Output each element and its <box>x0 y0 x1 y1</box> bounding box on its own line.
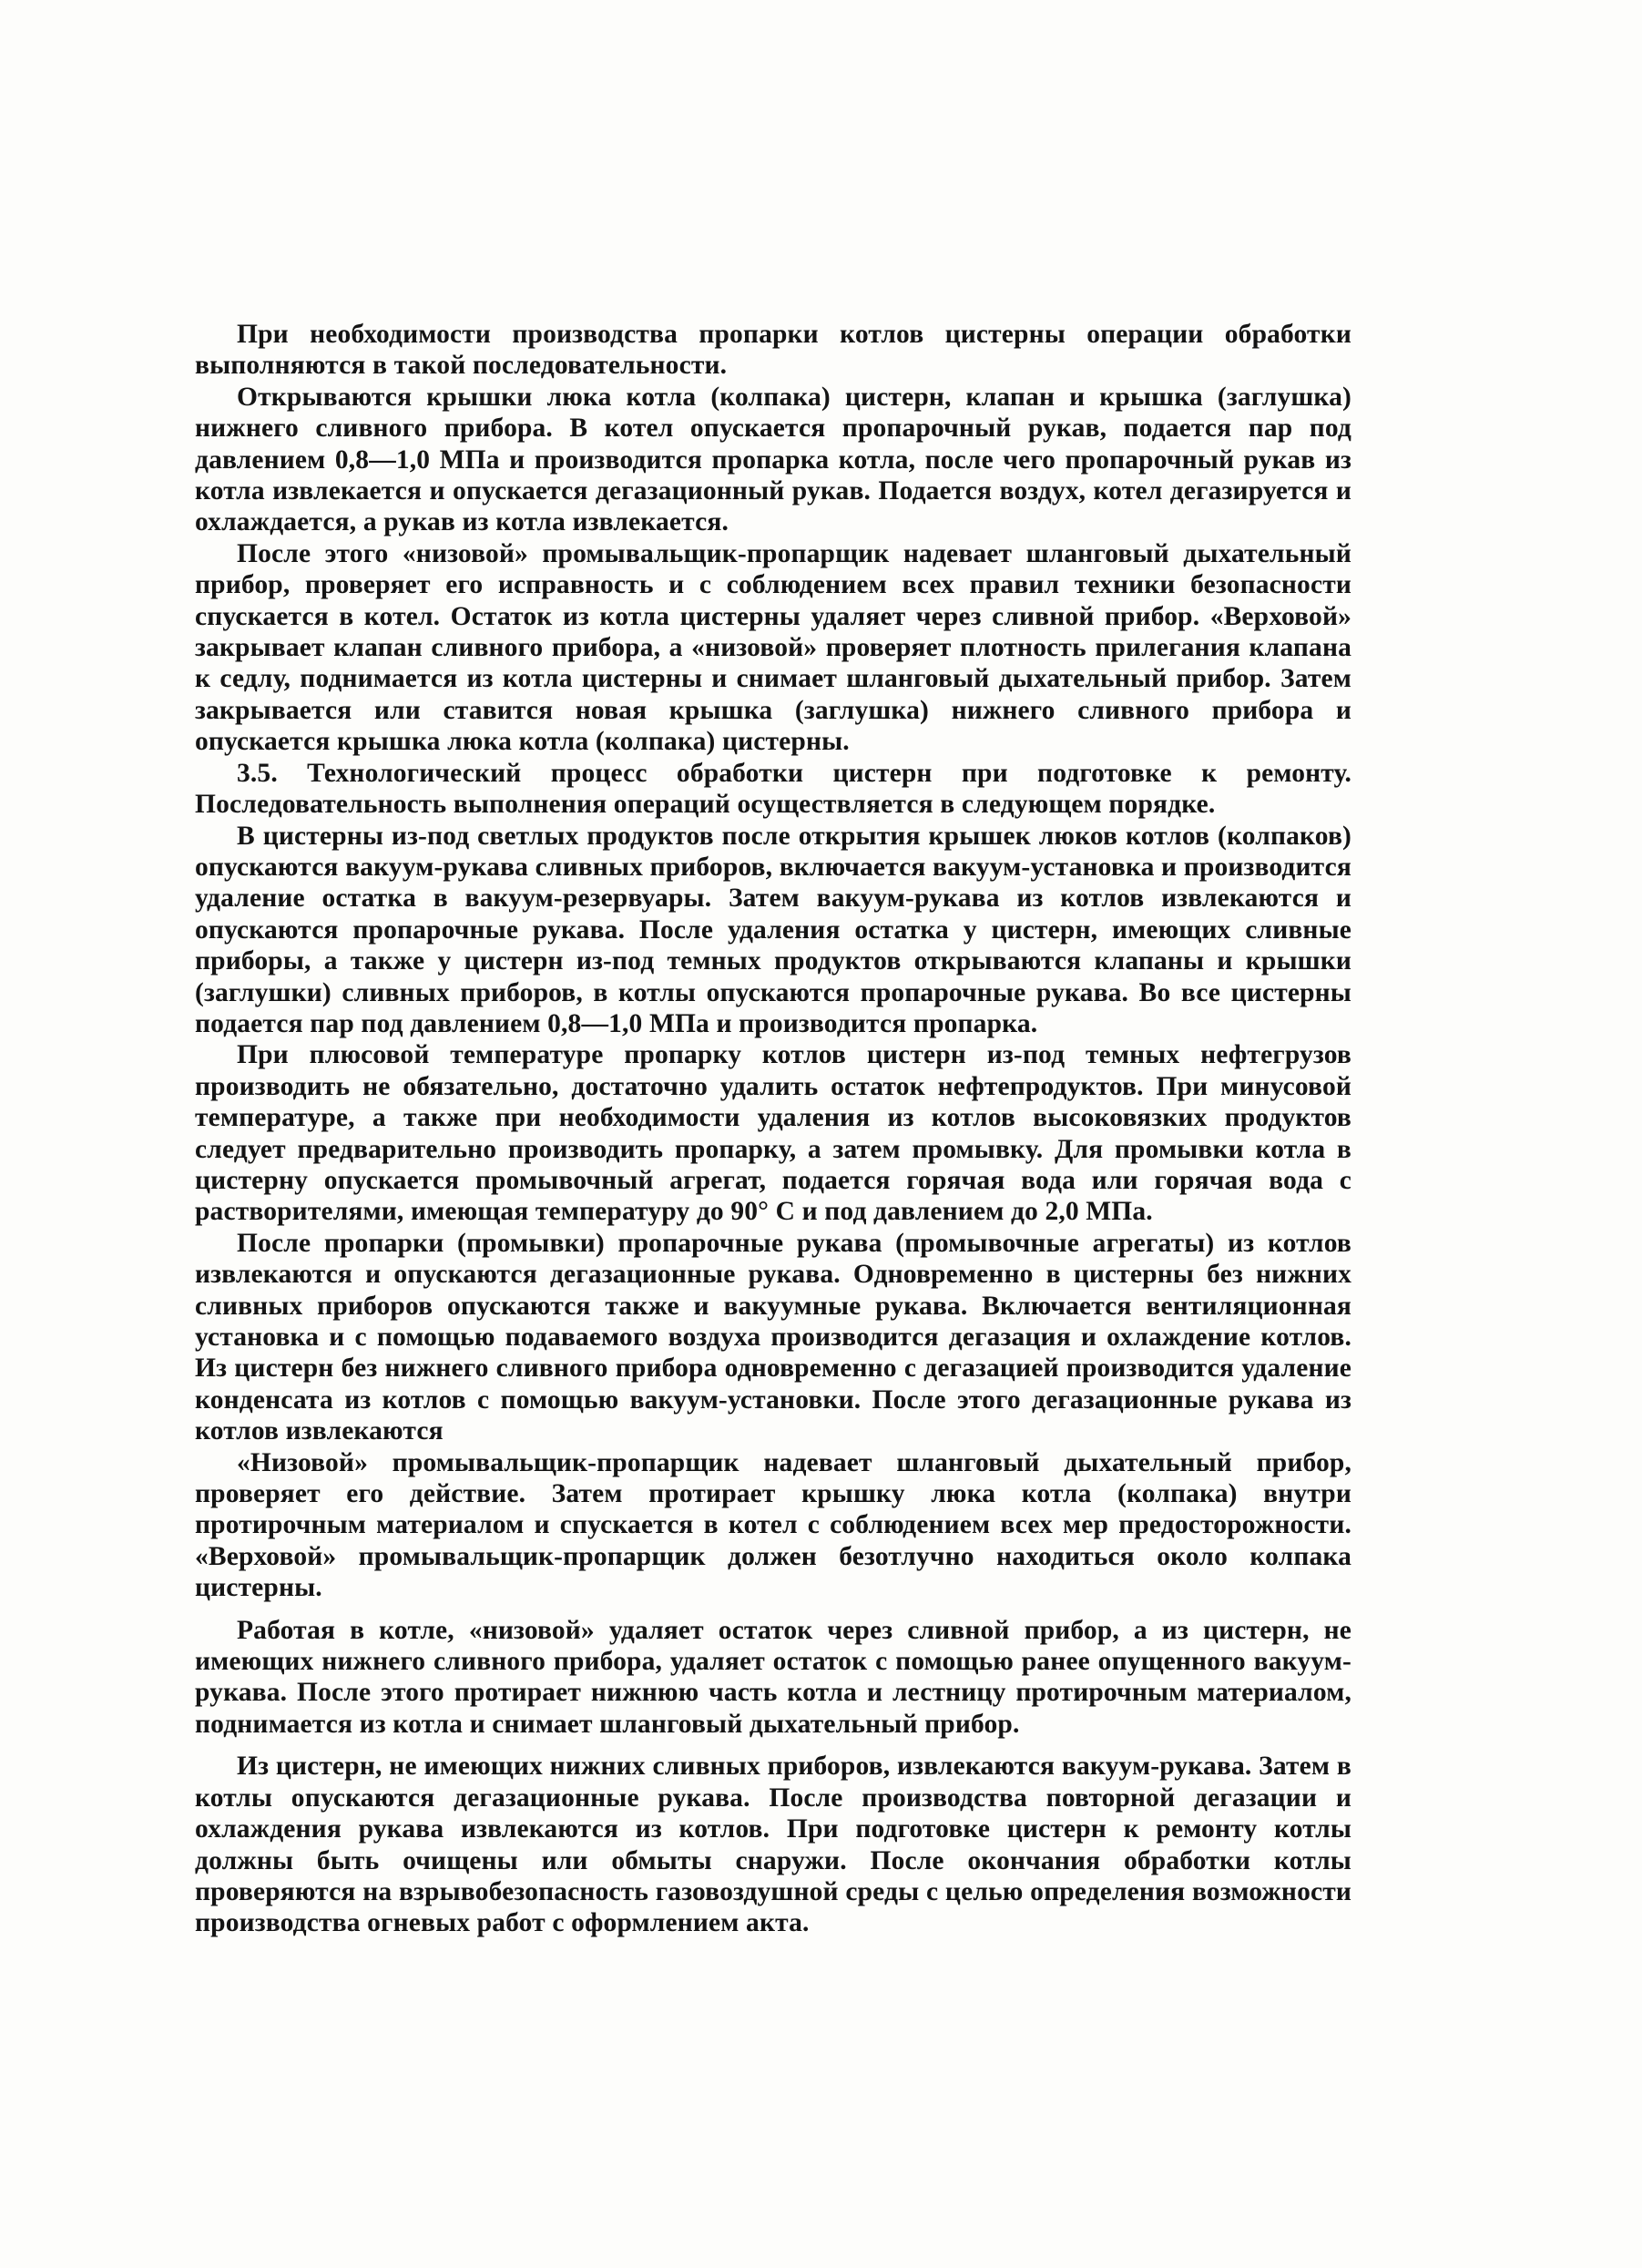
paragraph-text: После пропарки (промывки) пропарочные рукава (промывочные агрегаты) из котлов извлекаются и опускаются дегазационные рукава. Одновременно в цистерны без нижних сливных приборов опускаются также и вакуумные рукава. Включается вентиляционная установка и с помощью подаваемого воздуха производится дегазация и охлаждение котлов. Из цистерн без нижнего сливного прибора одновременно с дегазацией производится удаление конденсата из котлов с помощью вакуум-установки. После этого дегазационные рукава из котлов извлекаются <box>195 1228 1351 1446</box>
paragraph-text: «Низовой» промывальщик-пропарщик надевает шланговый дыхательный прибор, проверяет его действие. Затем протирает крышку люка котла (колпака) внутри протирочным материалом и спускается в котел с соблюдением всех мер предосторожности. «Верховой» промывальщик-пропарщик должен безотлучно находиться около колпака цистерны. <box>195 1447 1351 1603</box>
paragraph-degassing <box>195 1228 1351 1447</box>
section-title: Технологический процесс обработки цистерн при подготовке к ремонту. <box>307 758 1351 788</box>
paragraph-worker-descent <box>195 1447 1351 1604</box>
paragraph-text: При необходимости производства пропарки котлов цистерны операции обработки выполняются в такой последовательности. <box>195 320 1351 381</box>
section-number: 3.5. <box>237 758 278 788</box>
paragraph-text: Работая в котле, «низовой» удаляет остаток через сливной прибор, а из цистерн, не имеющих нижнего сливного прибора, удаляет остаток с помощью ранее опущенного вакуум-рукава. После этого протирает нижнюю часть котла и лестницу протирочным материалом, поднимается из котла и снимает шланговый дыхательный прибор. <box>195 1615 1351 1739</box>
paragraph-steaming-intro <box>195 319 1351 382</box>
paragraph-final-check <box>195 1751 1351 1938</box>
paragraph-residue-removal <box>195 538 1351 758</box>
paragraph-text: Последовательность выполнения операций осуществляется в следующем порядке. <box>195 790 1216 820</box>
section-3-5-heading-paragraph <box>195 758 1351 821</box>
paragraph-steaming-procedure <box>195 382 1351 538</box>
paragraph-light-products <box>195 821 1351 1040</box>
paragraph-text: После этого «низовой» промывальщик-пропарщик надевает шланговый дыхательный прибор, проверяет его исправность и с соблюдением всех правил техники безопасности спускается в котел. Остаток из котла цистерны удаляет через сливной прибор. «Верховой» закрывает клапан сливного прибора, а «низовой» проверяет плотность прилегания клапана к седлу, поднимается из котла цистерны и снимает шланговый дыхательный прибор. Затем закрывается или ставится новая крышка (заглушка) нижнего сливного прибора и опускается крышка люка котла (колпака) цистерны. <box>195 538 1351 757</box>
paragraph-temperature-conditions <box>195 1039 1351 1227</box>
paragraph-work-in-boiler <box>195 1615 1351 1741</box>
paragraph-text: При плюсовой температуре пропарку котлов цистерн из-под темных нефтегрузов производить не обязательно, достаточно удалить остаток нефтепродуктов. При минусовой температуре, а также при необходимости удаления из котлов высоковязких продуктов следует предварительно производить пропарку, а затем промывку. Для промывки котла в цистерну опускается промывочный агрегат, подается горячая вода или горячая вода с растворителями, имеющая температуру до 90° С и под давлением до 2,0 МПа. <box>195 1040 1351 1227</box>
paragraph-text: В цистерны из-под светлых продуктов после открытия крышек люков котлов (колпаков) опускаются вакуум-рукава сливных приборов, включается вакуум-установка и производится удаление остатка в вакуум-резервуары. Затем вакуум-рукава из котлов извлекаются и опускаются пропарочные рукава. После удаления остатка у цистерн, имеющих сливные приборы, а также у цистерн из-под темных продуктов открываются клапаны и крышки (заглушки) сливных приборов, в котлы опускаются пропарочные рукава. Во все цистерны подается пар под давлением 0,8—1,0 МПа и производится пропарка. <box>195 821 1351 1038</box>
paragraph-text: Открываются крышки люка котла (колпака) цистерн, клапан и крышка (заглушка) нижнего сливного прибора. В котел опускается пропарочный рукав, подается пар под давлением 0,8—1,0 МПа и производится пропарка котла, после чего пропарочный рукав из котла извлекается и опускается дегазационный рукав. Подается воздух, котел дегазируется и охлаждается, а рукав из котла извлекается. <box>195 382 1351 537</box>
paragraph-text: Из цистерн, не имеющих нижних сливных приборов, извлекаются вакуум-рукава. Затем в котлы опускаются дегазационные рукава. После производства повторной дегазации и охлаждения рукава извлекаются из котлов. При подготовке цистерн к ремонту котлы должны быть очищены или обмыты снаружи. После окончания обработки котлы проверяются на взрывобезопасность газовоздушной среды с целью определения возможности производства огневых работ с оформлением акта. <box>195 1752 1351 1938</box>
document-body <box>195 319 1351 1939</box>
